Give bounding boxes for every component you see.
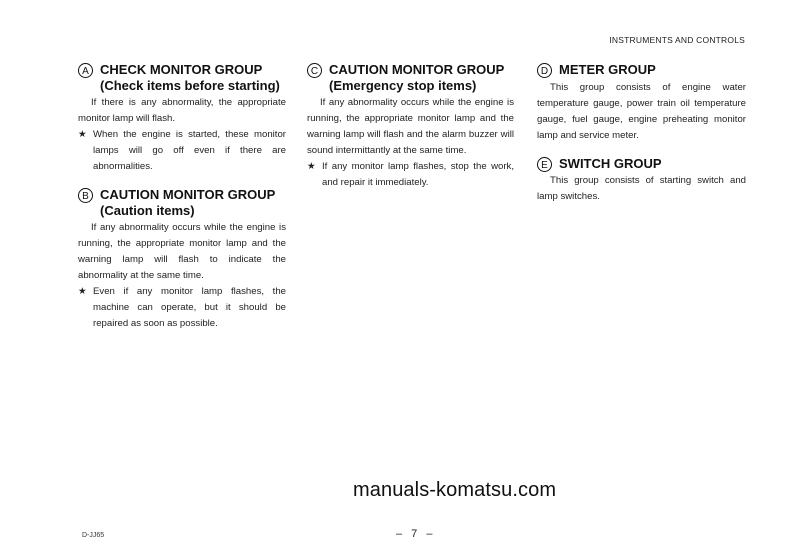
section-subtitle: (Emergency stop items) <box>329 77 477 93</box>
section-title: CAUTION MONITOR GROUP <box>329 62 505 77</box>
star-icon: ★ <box>307 161 316 172</box>
section-subtitle: (Check items before starting) <box>100 77 280 93</box>
section-caution-monitor-group-caution-items <box>78 187 286 332</box>
section-heading <box>307 62 514 93</box>
section-title: SWITCH GROUP <box>559 155 662 171</box>
section-title: CAUTION MONITOR GROUP <box>100 187 276 202</box>
column-right <box>537 62 746 217</box>
section-paragraph: This group consists of engine water temperature gauge, power train oil temperature gauge, fuel gauge, engine preheating monitor lamp and service meter. <box>537 81 746 141</box>
section-heading <box>78 62 286 93</box>
section-letter-badge: A <box>78 63 93 78</box>
section-paragraph: If any abnormality occurs while the engine is running, the appropriate monitor lamp and the warning lamp will flash to indicate the abnormality at the same time. <box>78 222 286 281</box>
note-text: If any monitor lamp flashes, stop the work, and repair it immediately. <box>322 161 514 188</box>
star-icon: ★ <box>78 129 87 140</box>
section-paragraph: If any abnormality occurs while the engine is running, the appropriate monitor lamp and the warning lamp will flash and the alarm buzzer will sound intermittantly at the same time. <box>307 97 514 156</box>
section-meter-group <box>537 62 746 144</box>
section-caution-monitor-group-emergency <box>307 62 514 191</box>
section-check-monitor-group <box>78 62 286 175</box>
page-header: INSTRUMENTS AND CONTROLS <box>609 35 745 45</box>
star-icon: ★ <box>78 286 87 297</box>
column-left <box>78 62 286 344</box>
footer-code: D-JJ65 <box>82 532 105 539</box>
section-paragraph: If there is any abnormality, the appropriate monitor lamp will flash. <box>78 97 286 124</box>
section-heading <box>78 187 286 218</box>
section-title: CHECK MONITOR GROUP <box>100 62 263 77</box>
section-letter-badge: C <box>307 63 322 78</box>
section-heading <box>537 156 746 172</box>
section-switch-group <box>537 156 746 206</box>
note-text: When the engine is started, these monitor lamps will go off even if there are abnormalities. <box>93 129 286 172</box>
section-note <box>78 127 286 175</box>
section-note <box>307 159 514 191</box>
watermark-text: manuals-komatsu.com <box>353 479 557 501</box>
section-letter-badge: B <box>78 188 93 203</box>
column-middle <box>307 62 514 203</box>
note-text: Even if any monitor lamp flashes, the machine can operate, but it should be repaired as soon as possible. <box>93 286 286 329</box>
section-note <box>78 284 286 332</box>
section-title: METER GROUP <box>559 62 656 77</box>
section-paragraph: This group consists of starting switch and lamp switches. <box>537 175 746 202</box>
section-letter-badge: D <box>537 63 552 78</box>
section-heading <box>537 62 746 78</box>
page-number: – 7 – <box>396 528 436 540</box>
section-letter-badge: E <box>537 157 552 172</box>
section-subtitle: (Caution items) <box>100 202 195 218</box>
